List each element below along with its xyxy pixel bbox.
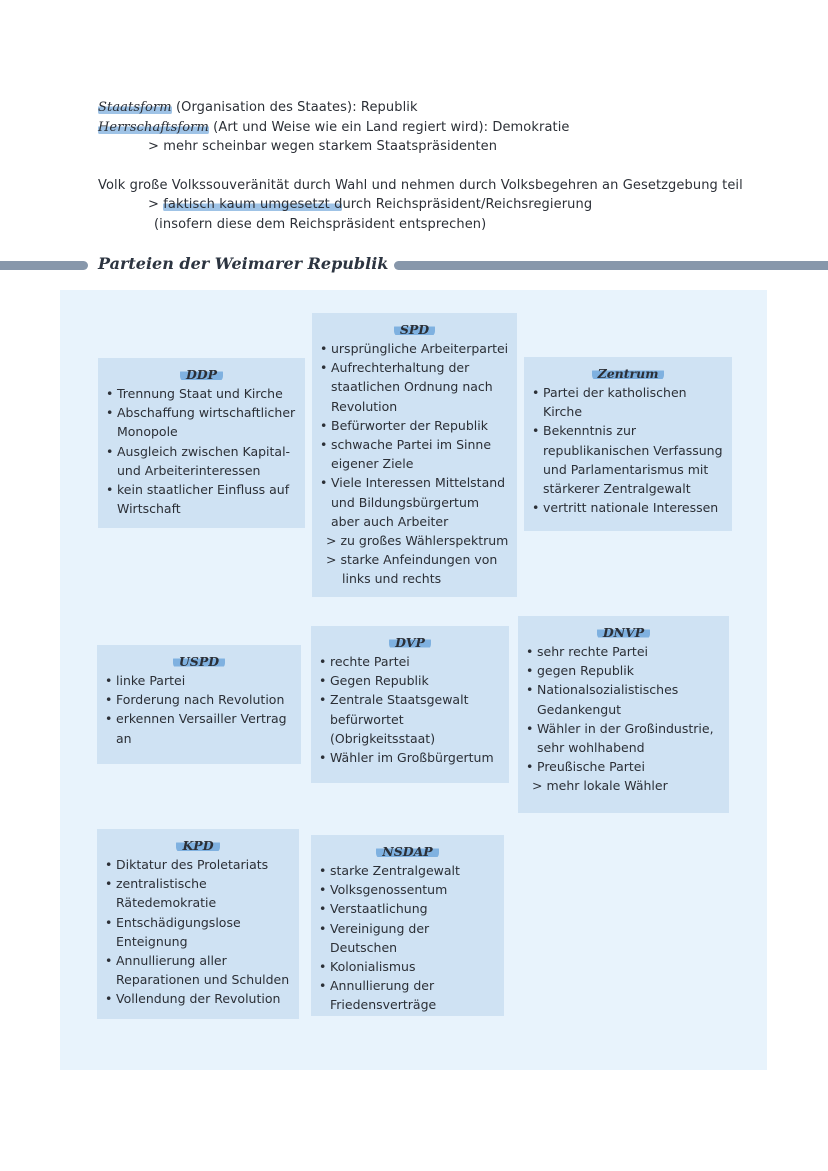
list-item: • erkennen Versailler Vertrag an <box>105 709 293 747</box>
volk-note <box>98 195 743 215</box>
list-subitem: links und rechts <box>342 571 442 587</box>
party-list-uspd <box>105 671 293 748</box>
party-name-nsdap: NSDAP <box>376 844 438 859</box>
party-title-nsdap <box>319 842 496 861</box>
list-item: • Abschaffung wirtschaftlicher Monopole <box>106 403 297 441</box>
intro-notes <box>98 98 743 234</box>
list-item: • kein staatlicher Einfluss auf Wirtschaft <box>106 480 297 518</box>
list-item: • Wähler im Großbürgertum <box>319 748 501 767</box>
list-subitem: > zu großes Wählerspektrum <box>326 533 509 549</box>
list-item: • Wähler in der Großindustrie, sehr wohlhabend <box>526 719 721 757</box>
party-name-spd: SPD <box>394 322 435 337</box>
list-item: • Volksgenossentum <box>319 880 496 899</box>
list-subitem: > mehr lokale Wähler <box>532 778 668 794</box>
volk-note-highlight: faktisch kaum umgesetzt d <box>163 197 343 212</box>
staatsform-line <box>98 98 743 118</box>
heading-divider-right <box>394 261 828 270</box>
list-item: • Aufrechterhaltung der staatlichen Ordnung nach Revolution <box>320 358 509 416</box>
list-item: • Zentrale Staatsgewalt befürwortet (Obrigkeitsstaat) <box>319 690 501 748</box>
party-name-ddp: DDP <box>180 367 223 382</box>
list-item: • Preußische Partei <box>526 757 721 776</box>
party-card-kpd <box>97 829 299 1019</box>
party-title-zentrum <box>532 364 724 383</box>
list-item: • Vereinigung der Deutschen <box>319 919 496 957</box>
party-name-kpd: KPD <box>176 838 219 853</box>
list-item: • Bekenntnis zur republikanischen Verfassung und Parlamentarismus mit stärkerer Zentralgewalt <box>532 421 724 498</box>
list-item: • Ausgleich zwischen Kapital- und Arbeiterinteressen <box>106 442 297 480</box>
party-list-nsdap <box>319 861 496 1015</box>
party-card-dnvp <box>518 616 729 813</box>
party-list-ddp <box>106 384 297 518</box>
list-item: • Trennung Staat und Kirche <box>106 384 297 403</box>
party-card-ddp <box>98 358 305 528</box>
party-title-uspd <box>105 652 293 671</box>
party-title-ddp <box>106 365 297 384</box>
list-item: • Nationalsozialistisches Gedankengut <box>526 680 721 718</box>
list-item: • Verstaatlichung <box>319 899 496 918</box>
party-title-dvp <box>319 633 501 652</box>
list-item: • Gegen Republik <box>319 671 501 690</box>
list-item: • Annullierung aller Reparationen und Schulden <box>105 951 291 989</box>
list-item: • Diktatur des Proletariats <box>105 855 291 874</box>
party-name-dnvp: DNVP <box>597 625 650 640</box>
party-title-spd <box>320 320 509 339</box>
list-item: • zentralistische Rätedemokratie <box>105 874 291 912</box>
party-title-kpd <box>105 836 291 855</box>
party-name-dvp: DVP <box>389 635 431 650</box>
list-item: • Forderung nach Revolution <box>105 690 293 709</box>
party-list-dnvp <box>526 642 721 796</box>
list-item: • schwache Partei im Sinne eigener Ziele <box>320 435 509 473</box>
volk-line: Volk große Volkssouveränität durch Wahl und nehmen durch Volksbegehren an Gesetzgebung teil <box>98 177 743 193</box>
party-list-zentrum <box>532 383 724 517</box>
list-item: • Annullierung der Friedensverträge <box>319 976 496 1014</box>
party-list-dvp <box>319 652 501 767</box>
staatsform-term: Staatsform <box>98 100 172 115</box>
volk-note-2: (insofern diese dem Reichspräsident entsprechen) <box>154 216 487 232</box>
herrschaftsform-note: > mehr scheinbar wegen starkem Staatspräsidenten <box>148 139 498 154</box>
party-card-zentrum <box>524 357 732 531</box>
party-list-spd <box>320 339 509 589</box>
heading-divider-left <box>0 261 88 270</box>
volk-note-prefix: > <box>148 197 164 212</box>
list-item: • Viele Interessen Mittelstand und Bildungsbürgertum aber auch Arbeiter <box>320 473 509 531</box>
list-item: • vertritt nationale Interessen <box>532 498 724 517</box>
party-title-dnvp <box>526 623 721 642</box>
party-list-kpd <box>105 855 291 1009</box>
herrschaftsform-definition: (Art und Weise wie ein Land regiert wird): Demokratie <box>208 119 570 135</box>
section-heading: Parteien der Weimarer Republik <box>98 254 389 273</box>
list-item: • linke Partei <box>105 671 293 690</box>
party-card-spd <box>312 313 517 597</box>
list-subitem: > starke Anfeindungen von <box>326 552 498 568</box>
list-item: • ursprüngliche Arbeiterpartei <box>320 339 509 358</box>
volk-note-rest: urch Reichspräsident/Reichsregierung <box>342 197 593 212</box>
staatsform-definition: (Organisation des Staates): Republik <box>171 100 418 115</box>
list-item: • gegen Republik <box>526 661 721 680</box>
party-name-uspd: USPD <box>173 654 225 669</box>
herrschaftsform-line <box>98 118 743 138</box>
list-item: • Befürworter der Republik <box>320 416 509 435</box>
section-heading-row <box>0 254 828 278</box>
party-card-nsdap <box>311 835 504 1016</box>
party-name-zentrum: Zentrum <box>592 366 665 381</box>
list-item: • Partei der katholischen Kirche <box>532 383 724 421</box>
herrschaftsform-term: Herrschaftsform <box>98 119 209 135</box>
list-item: • rechte Partei <box>319 652 501 671</box>
list-item: • Vollendung der Revolution <box>105 989 291 1008</box>
party-card-uspd <box>97 645 301 764</box>
list-item: • starke Zentralgewalt <box>319 861 496 880</box>
list-item: • Kolonialismus <box>319 957 496 976</box>
party-card-dvp <box>311 626 509 783</box>
list-item: • sehr rechte Partei <box>526 642 721 661</box>
list-item: • Entschädigungslose Enteignung <box>105 913 291 951</box>
